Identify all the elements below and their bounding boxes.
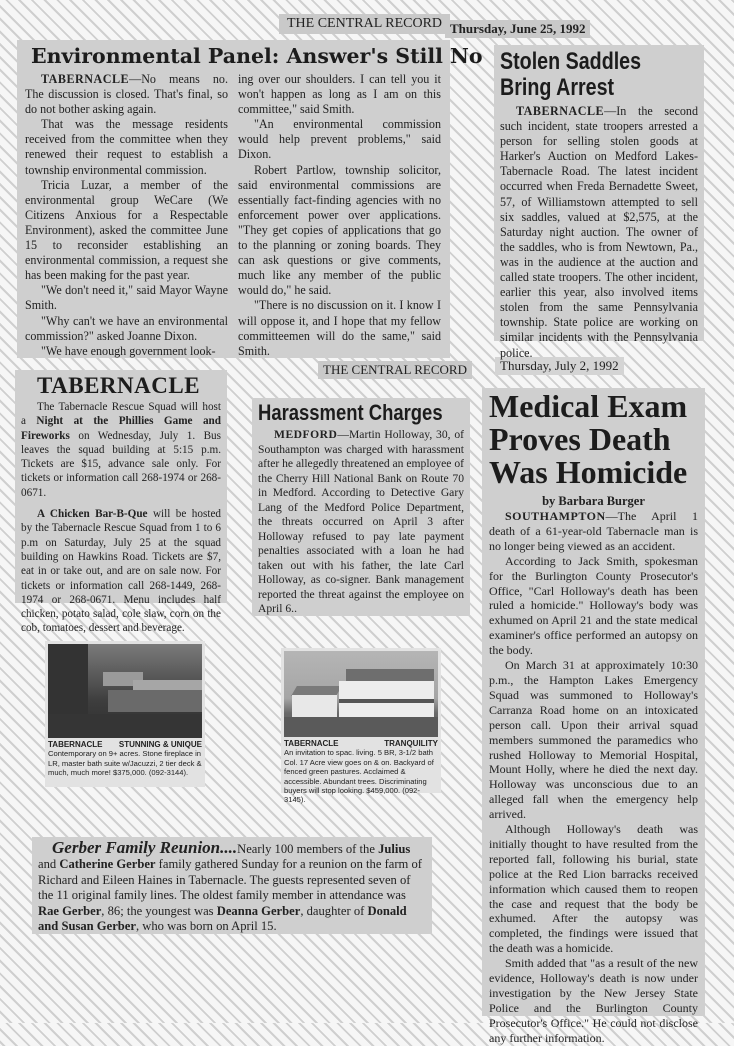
ad-description: An invitation to spac. living. 5 BR, 3-1/2 bath Col. 17 Acre view goes on & on. Backyard of fenced green pastures. Acclaimed & accessible. Abundant trees. Discriminating buyers will stop looking. $459,000. (092-3145). <box>284 748 434 805</box>
paragraph: ing over our shoulders. I can tell you it won't happen as long as I am on this committee," said Smith. <box>238 72 441 117</box>
lawn-shape <box>48 714 202 738</box>
paragraph: Robert Partlow, township solicitor, said environmental commissions are essentially fact-finding agencies with no enforcement power over applications. "They get copies of applications that go to the planning or zoning boards. They can ask questions or give comments, much like any member of the public would do," he said. <box>238 162 441 298</box>
article-tabernacle-events <box>15 370 227 635</box>
article-environmental <box>17 40 483 358</box>
paragraph: On March 31 at approximately 10:30 p.m., the Hampton Lakes Emergency Squad was summoned to Holloway's Carranza Road home on an intoxicated person call. Upon their arrival squad members summoned the paramedics who rushed Holloway to Memorial Hospital, Mount Holly, where he died the next day. Holloway was unconscious due to an alleged fall when the emergency help arrived. <box>489 658 698 822</box>
dateline: TABERNACLE <box>41 72 130 86</box>
headline: TABERNACLE <box>37 373 201 398</box>
lawn-shape <box>284 717 438 737</box>
headline: Medical Exam Proves Death Was Homicide <box>489 388 688 490</box>
paragraph: According to Jack Smith, spokesman for the Burlington County Prosecutor's Office, "Carl Holloway's death has been ruled a homicide." Holloway's body was exhumed on April 21 and the state medical examiner's office performed an autopsy on the body. <box>489 553 698 658</box>
headline: Environmental Panel: Answer's Still No <box>31 44 483 68</box>
paper-name-label: THE CENTRAL RECORD <box>279 14 450 34</box>
dateline: MEDFORD <box>274 428 338 441</box>
house-wall-shape <box>292 695 337 717</box>
article-column-1: TABERNACLE—No means no. The discussion is closed. That's final, so do not bother asking again. That was the message residents received from the committee when they renewed their request to establish a township environmental commission. Tricia Luzar, a member of the environmental group WeCare (We Citizens Anxious for a Respectable Environment), asked the committee June 15 to reconsider establishing an environmental commission, a request she has been making for the past year. "We don't need it," said Mayor Wayne Smith. "Why can't we have an environmental commission?" asked Joanne Dixon. "We have enough government look- <box>25 72 228 358</box>
ad-town: TABERNACLE <box>48 740 103 749</box>
house-photo <box>284 651 438 737</box>
article-column-2 <box>238 72 441 359</box>
porch-shape <box>339 699 434 703</box>
article-stolen-saddles <box>494 45 704 360</box>
paragraph: "Why can't we have an environmental commission?" asked Joanne Dixon. <box>25 313 228 343</box>
real-estate-ad-2 <box>281 648 441 805</box>
headline: Gerber Family Reunion.... <box>52 838 238 857</box>
article-medical-exam <box>482 388 705 1045</box>
real-estate-ad-1 <box>45 641 205 787</box>
paragraph: Smith added that "as a result of the new evidence, Holloway's death is now under investigation by the New Jersey State Police and the Burlington County Prosecutor's Office." He could not disclose any further information. <box>489 956 698 1045</box>
headline: Harassment Charges <box>258 400 443 425</box>
paragraph: "There is no discussion on it. I know I will oppose it, and I hope that my fellow committeemen will do the same," said Smith. <box>238 298 441 358</box>
ad-description: Contemporary on 9+ acres. Stone fireplace in LR, master bath suite w/Jacuzzi, 2 tier deck & much, much more! $375,000. (092-3144). <box>48 749 202 778</box>
paragraph: "An environmental commission would help prevent problems," said Dixon. <box>238 117 441 162</box>
house-wall-shape <box>108 690 202 712</box>
byline: by Barbara Burger <box>542 494 645 508</box>
date-label-july: Thursday, July 2, 1992 <box>495 357 624 375</box>
dateline: SOUTHAMPTON <box>505 509 606 523</box>
article-gerber-reunion <box>32 837 432 934</box>
paragraph: That was the message residents received from the committee when they renewed their request to establish a township environmental commission. <box>25 117 228 177</box>
date-label-june: Thursday, June 25, 1992 <box>445 20 590 38</box>
paragraph: Tricia Luzar, a member of the environmental group WeCare (We Citizens Anxious for a Respectable Environment), asked the committee June 15 to reconsider establishing an environmental commission, a request she has been making for the past year. <box>25 177 228 283</box>
house-photo <box>48 644 202 738</box>
paper-name-label-2: THE CENTRAL RECORD <box>318 361 472 379</box>
paragraph: Although Holloway's death was initially thought to have resulted from the reported fall, following his burial, state police at the Red Lion barracks received information which caused them to reopen the case and request that the body be exhumed. After the autopsy was completed, the findings were issued that the death was a homicide. <box>489 822 698 956</box>
dateline: TABERNACLE <box>516 104 605 118</box>
paragraph: A Chicken Bar-B-Que will be hosted by the Tabernacle Rescue Squad from 1 to 6 p.m on Saturday, July 25 at the squad building on Hawkins Road. Tickets are $7, eat in or take out, and are on sale now. For tickets or information call 268-1449, 268-1974 or 268-0671. Menu includes half chicken, potato salad, cole slaw, corn on the cob, tomatoes, dessert and beverage. <box>21 508 221 635</box>
ad-town: TABERNACLE <box>284 739 339 748</box>
ad-tagline: TRANQUILITY <box>384 739 438 748</box>
article-harassment <box>252 398 470 616</box>
paragraph: TABERNACLE—In the second such incident, state troopers arrested a person for selling stolen goods at Harker's Auction on Medford Lakes-Tabernacle Road. The latest incident occurred when Freda Bernadette Sweet, 57, of Williamstown attempted to sell six saddles, valued at $2,575, at the Saturday night auction. The owner of the saddles, who is from Newtown, Pa., was in the audience at the auction and called state troopers. The other incident, earlier this year, also involved items stolen from the same Pennsylvania township. State police are working on similar incidents with the Pennsylvania police. <box>500 104 698 360</box>
paragraph: SOUTHAMPTON—The April 1 death of a 61-year-old Tabernacle man is no longer being viewed as an accident. <box>489 509 698 553</box>
headline: Stolen Saddles Bring Arrest <box>500 48 642 101</box>
paragraph: "We don't need it," said Mayor Wayne Smith. <box>25 283 228 313</box>
paragraph: Gerber Family Reunion....Nearly 100 members of the Julius and Catherine Gerber family gathered Sunday for a reunion on the farm of Richard and Eileen Haines in Tabernacle. The guests represented seven of the 11 original family lines. The oldest family member in attendance was Rae Gerber, 86; the youngest was Deanna Gerber, daughter of Donald and Susan Gerber, who was born on April 15. <box>38 838 422 934</box>
paragraph: MEDFORD—Martin Holloway, 30, of Southampton was charged with harassment after he allegedly threatened an employee of the Cherry Hill National Bank on Route 70 in Medford. According to Detective Gary Lang of the Medford Police Department, the threats occurred on April 3 after Holloway refused to pay late payment penalties associated with a loan he had taken out with his father, the late Carl Holloway, as co-signer. Bank management reported the threat against the employee on April 6.. <box>258 428 465 615</box>
paragraph: "We have enough government look- <box>41 343 216 358</box>
paragraph: The Tabernacle Rescue Squad will host a Night at the Phillies Game and Fireworks on Wednesday, July 1. Bus leaves the squad building at 5:15 p.m. Tickets are $15, advance sale only. For tickets or information call 268-1974 or 268-0671. <box>21 401 221 499</box>
ad-tagline: STUNNING & UNIQUE <box>118 740 202 749</box>
